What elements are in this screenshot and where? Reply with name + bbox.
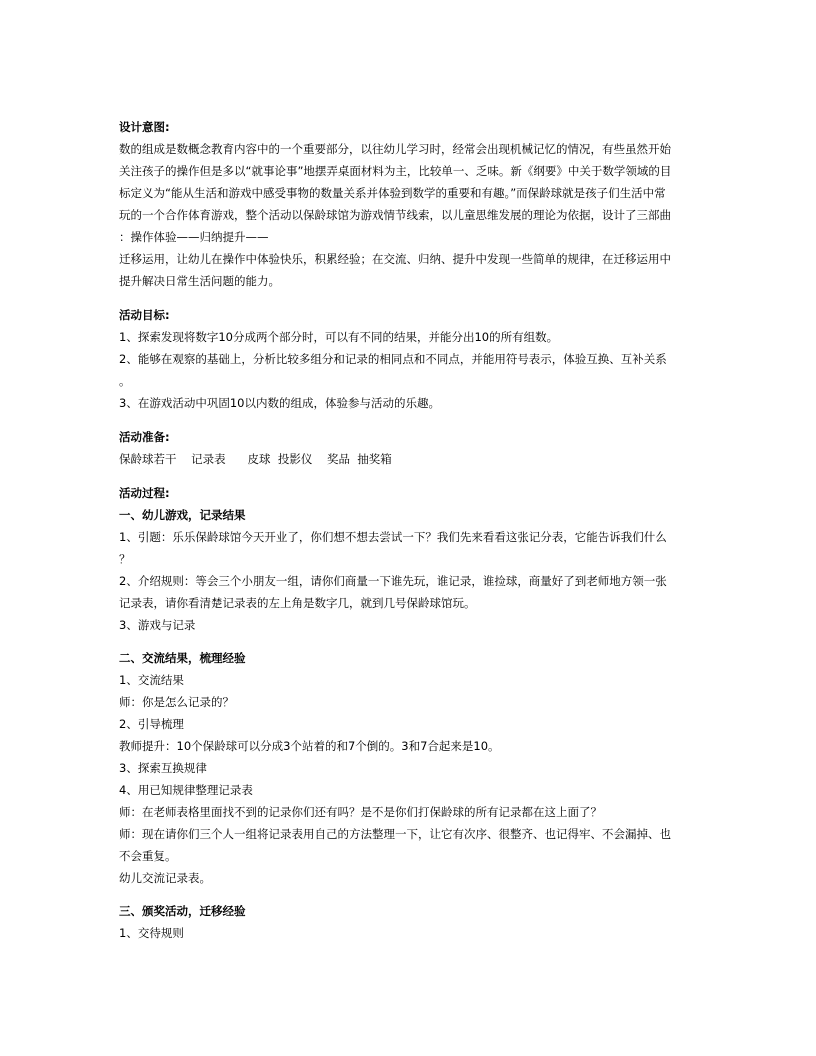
process-line: 1、交待规则 bbox=[119, 926, 184, 940]
goals-heading: 活动目标: bbox=[119, 308, 170, 322]
goal-item: 2、能够在观察的基础上，分析比较多组分和记录的相同点和不同点，并能用符号表示，体验互换、互补关系 bbox=[119, 352, 667, 366]
process-line: 2、介绍规则：等会三个小朋友一组，请你们商量一下谁先玩，谁记录，谁捡球，商量好了到老师地方领一张 bbox=[119, 574, 667, 588]
prep-section bbox=[119, 426, 699, 470]
design-heading: 设计意图: bbox=[119, 120, 170, 134]
prep-materials: 保龄球若干 记录表 皮球 投影仪 奖品 抽奖箱 bbox=[119, 452, 392, 466]
goal-item: 1、探索发现将数字10分成两个部分时，可以有不同的结果，并能分出10的所有组数。 bbox=[119, 330, 559, 344]
paragraph-line: 数的组成是数概念教育内容中的一个重要部分，以往幼儿学习时，经常会出现机械记忆的情况，有些虽然开始 bbox=[119, 142, 671, 156]
part2-title: 二、交流结果，梳理经验 bbox=[119, 651, 246, 665]
process-line: 师：现在请你们三个人一组将记录表用自己的方法整理一下，让它有次序、很整齐、也记得牢、不会漏掉、也 bbox=[119, 827, 671, 841]
process-line: 4、用已知规律整理记录表 bbox=[119, 783, 253, 797]
prep-heading: 活动准备: bbox=[119, 430, 170, 444]
goal-item-continuation: 。 bbox=[119, 374, 131, 388]
process-line: 2、引导梳理 bbox=[119, 717, 184, 731]
process-line: 1、引题：乐乐保龄球馆今天开业了，你们想不想去尝试一下？我们先来看看这张记分表，它能告诉我们什么 bbox=[119, 530, 667, 544]
process-line: 教师提升：10个保龄球可以分成3个站着的和7个倒的。3和7合起来是10。 bbox=[119, 739, 500, 753]
paragraph-line: 关注孩子的操作但是多以“就事论事”地摆弄桌面材料为主，比较单一、乏味。新《纲要》中关于数学领域的目 bbox=[119, 164, 672, 178]
process-line: ？ bbox=[119, 552, 131, 566]
part1-title: 一、幼儿游戏，记录结果 bbox=[119, 508, 246, 522]
process-line: 师：在老师表格里面找不到的记录你们还有吗？是不是你们打保龄球的所有记录都在这上面了？ bbox=[119, 805, 602, 819]
process-line: 3、探索互换规律 bbox=[119, 761, 207, 775]
process-line: 师：你是怎么记录的？ bbox=[119, 695, 234, 709]
part3-title: 三、颁奖活动，迁移经验 bbox=[119, 904, 246, 918]
paragraph-line: 迁移运用，让幼儿在操作中体验快乐，积累经验；在交流、归纳、提升中发现一些简单的规律，在迁移运用中 bbox=[119, 252, 671, 266]
paragraph-line: ：操作体验——归纳提升—— bbox=[119, 230, 269, 244]
paragraph-line: 玩的一个合作体育游戏，整个活动以保龄球馆为游戏情节线索，以儿童思维发展的理论为依据，设计了三部曲 bbox=[119, 208, 671, 222]
process-section bbox=[119, 482, 699, 944]
document-page bbox=[119, 116, 699, 944]
process-line: 3、游戏与记录 bbox=[119, 618, 196, 632]
process-line: 幼儿交流记录表。 bbox=[119, 871, 211, 885]
process-line: 1、交流结果 bbox=[119, 673, 184, 687]
process-line: 不会重复。 bbox=[119, 849, 177, 863]
goal-item: 3、在游戏活动中巩固10以内数的组成，体验参与活动的乐趣。 bbox=[119, 396, 440, 410]
paragraph-line: 标定义为“能从生活和游戏中感受事物的数量关系并体验到数学的重要和有趣。”而保龄球就是孩子们生活中常 bbox=[119, 186, 666, 200]
process-line: 记录表，请你看清楚记录表的左上角是数字几，就到几号保龄球馆玩。 bbox=[119, 596, 476, 610]
design-section bbox=[119, 116, 699, 292]
goals-section bbox=[119, 304, 699, 414]
process-heading: 活动过程: bbox=[119, 486, 170, 500]
paragraph-line: 提升解决日常生活问题的能力。 bbox=[119, 274, 280, 288]
